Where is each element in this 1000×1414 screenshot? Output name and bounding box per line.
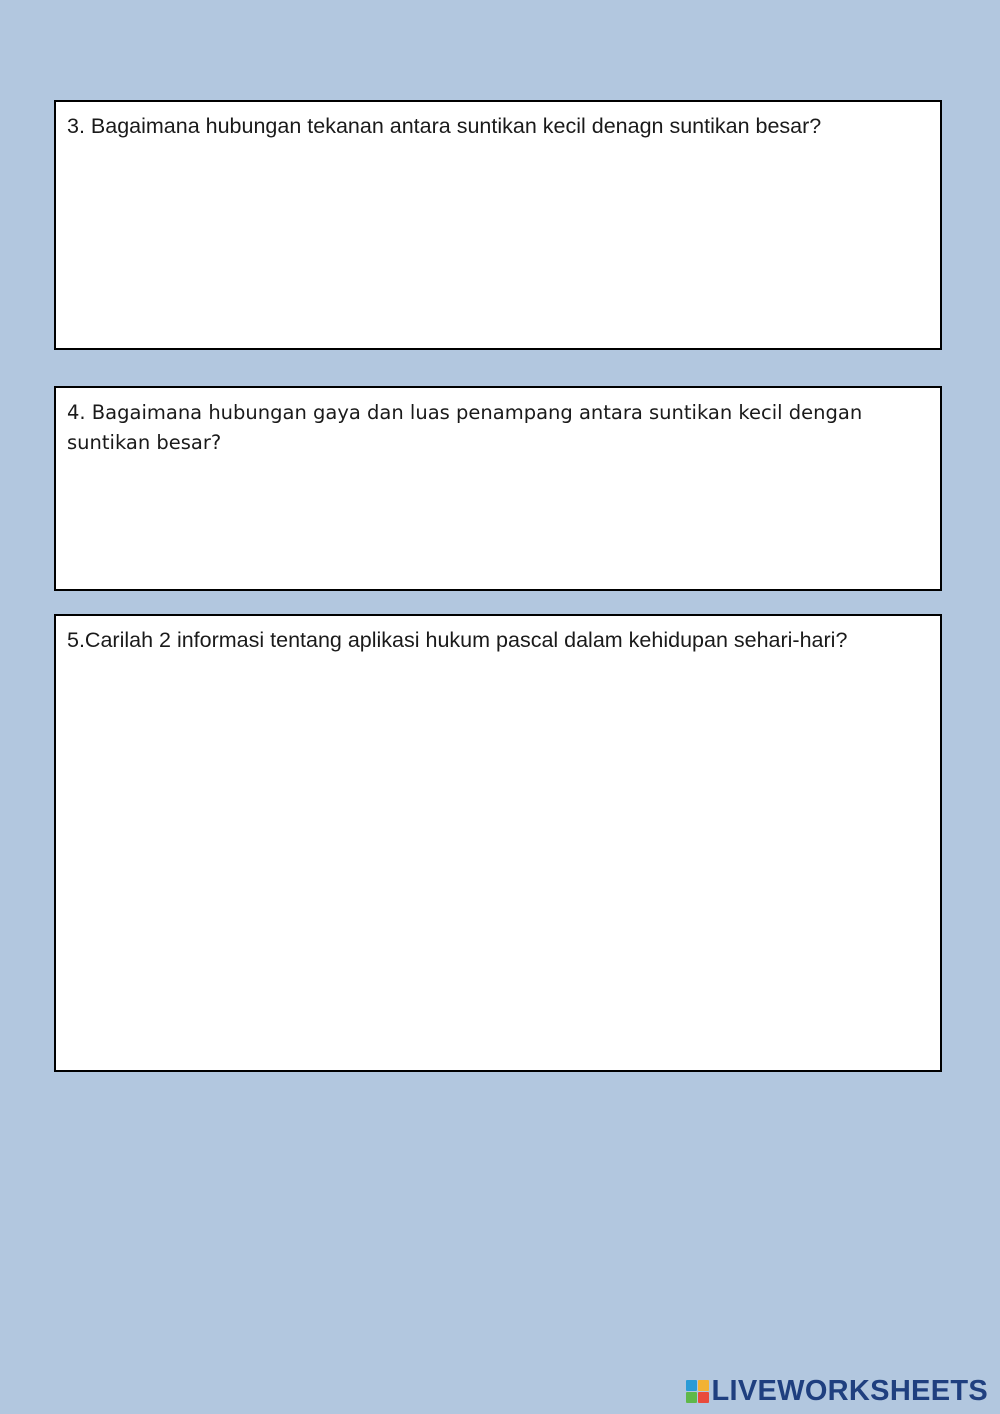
question-5-text: 5.Carilah 2 informasi tentang aplikasi hukum pascal dalam kehidupan sehari-hari? [67, 628, 848, 652]
question-3-text: 3. Bagaimana hubungan tekanan antara suntikan kecil denagn suntikan besar? [67, 114, 822, 138]
logo-square-yellow [698, 1380, 709, 1391]
liveworksheets-brand [686, 1377, 989, 1406]
answer-area-3[interactable] [64, 150, 932, 340]
logo-square-red [698, 1392, 709, 1403]
answer-area-4[interactable] [64, 464, 932, 581]
brand-wordmark: LIVEWORKSHEETS [711, 1375, 988, 1407]
answer-area-5[interactable] [64, 664, 932, 1062]
logo-square-green [686, 1392, 697, 1403]
logo-square-blue [686, 1380, 697, 1391]
question-box-5 [54, 614, 942, 1072]
question-box-4 [54, 386, 942, 591]
question-box-3 [54, 100, 942, 350]
question-4-text: 4. Bagaimana hubungan gaya dan luas penampang antara suntikan kecil dengan suntikan besar? [67, 401, 863, 454]
liveworksheets-logo-icon [686, 1380, 709, 1403]
